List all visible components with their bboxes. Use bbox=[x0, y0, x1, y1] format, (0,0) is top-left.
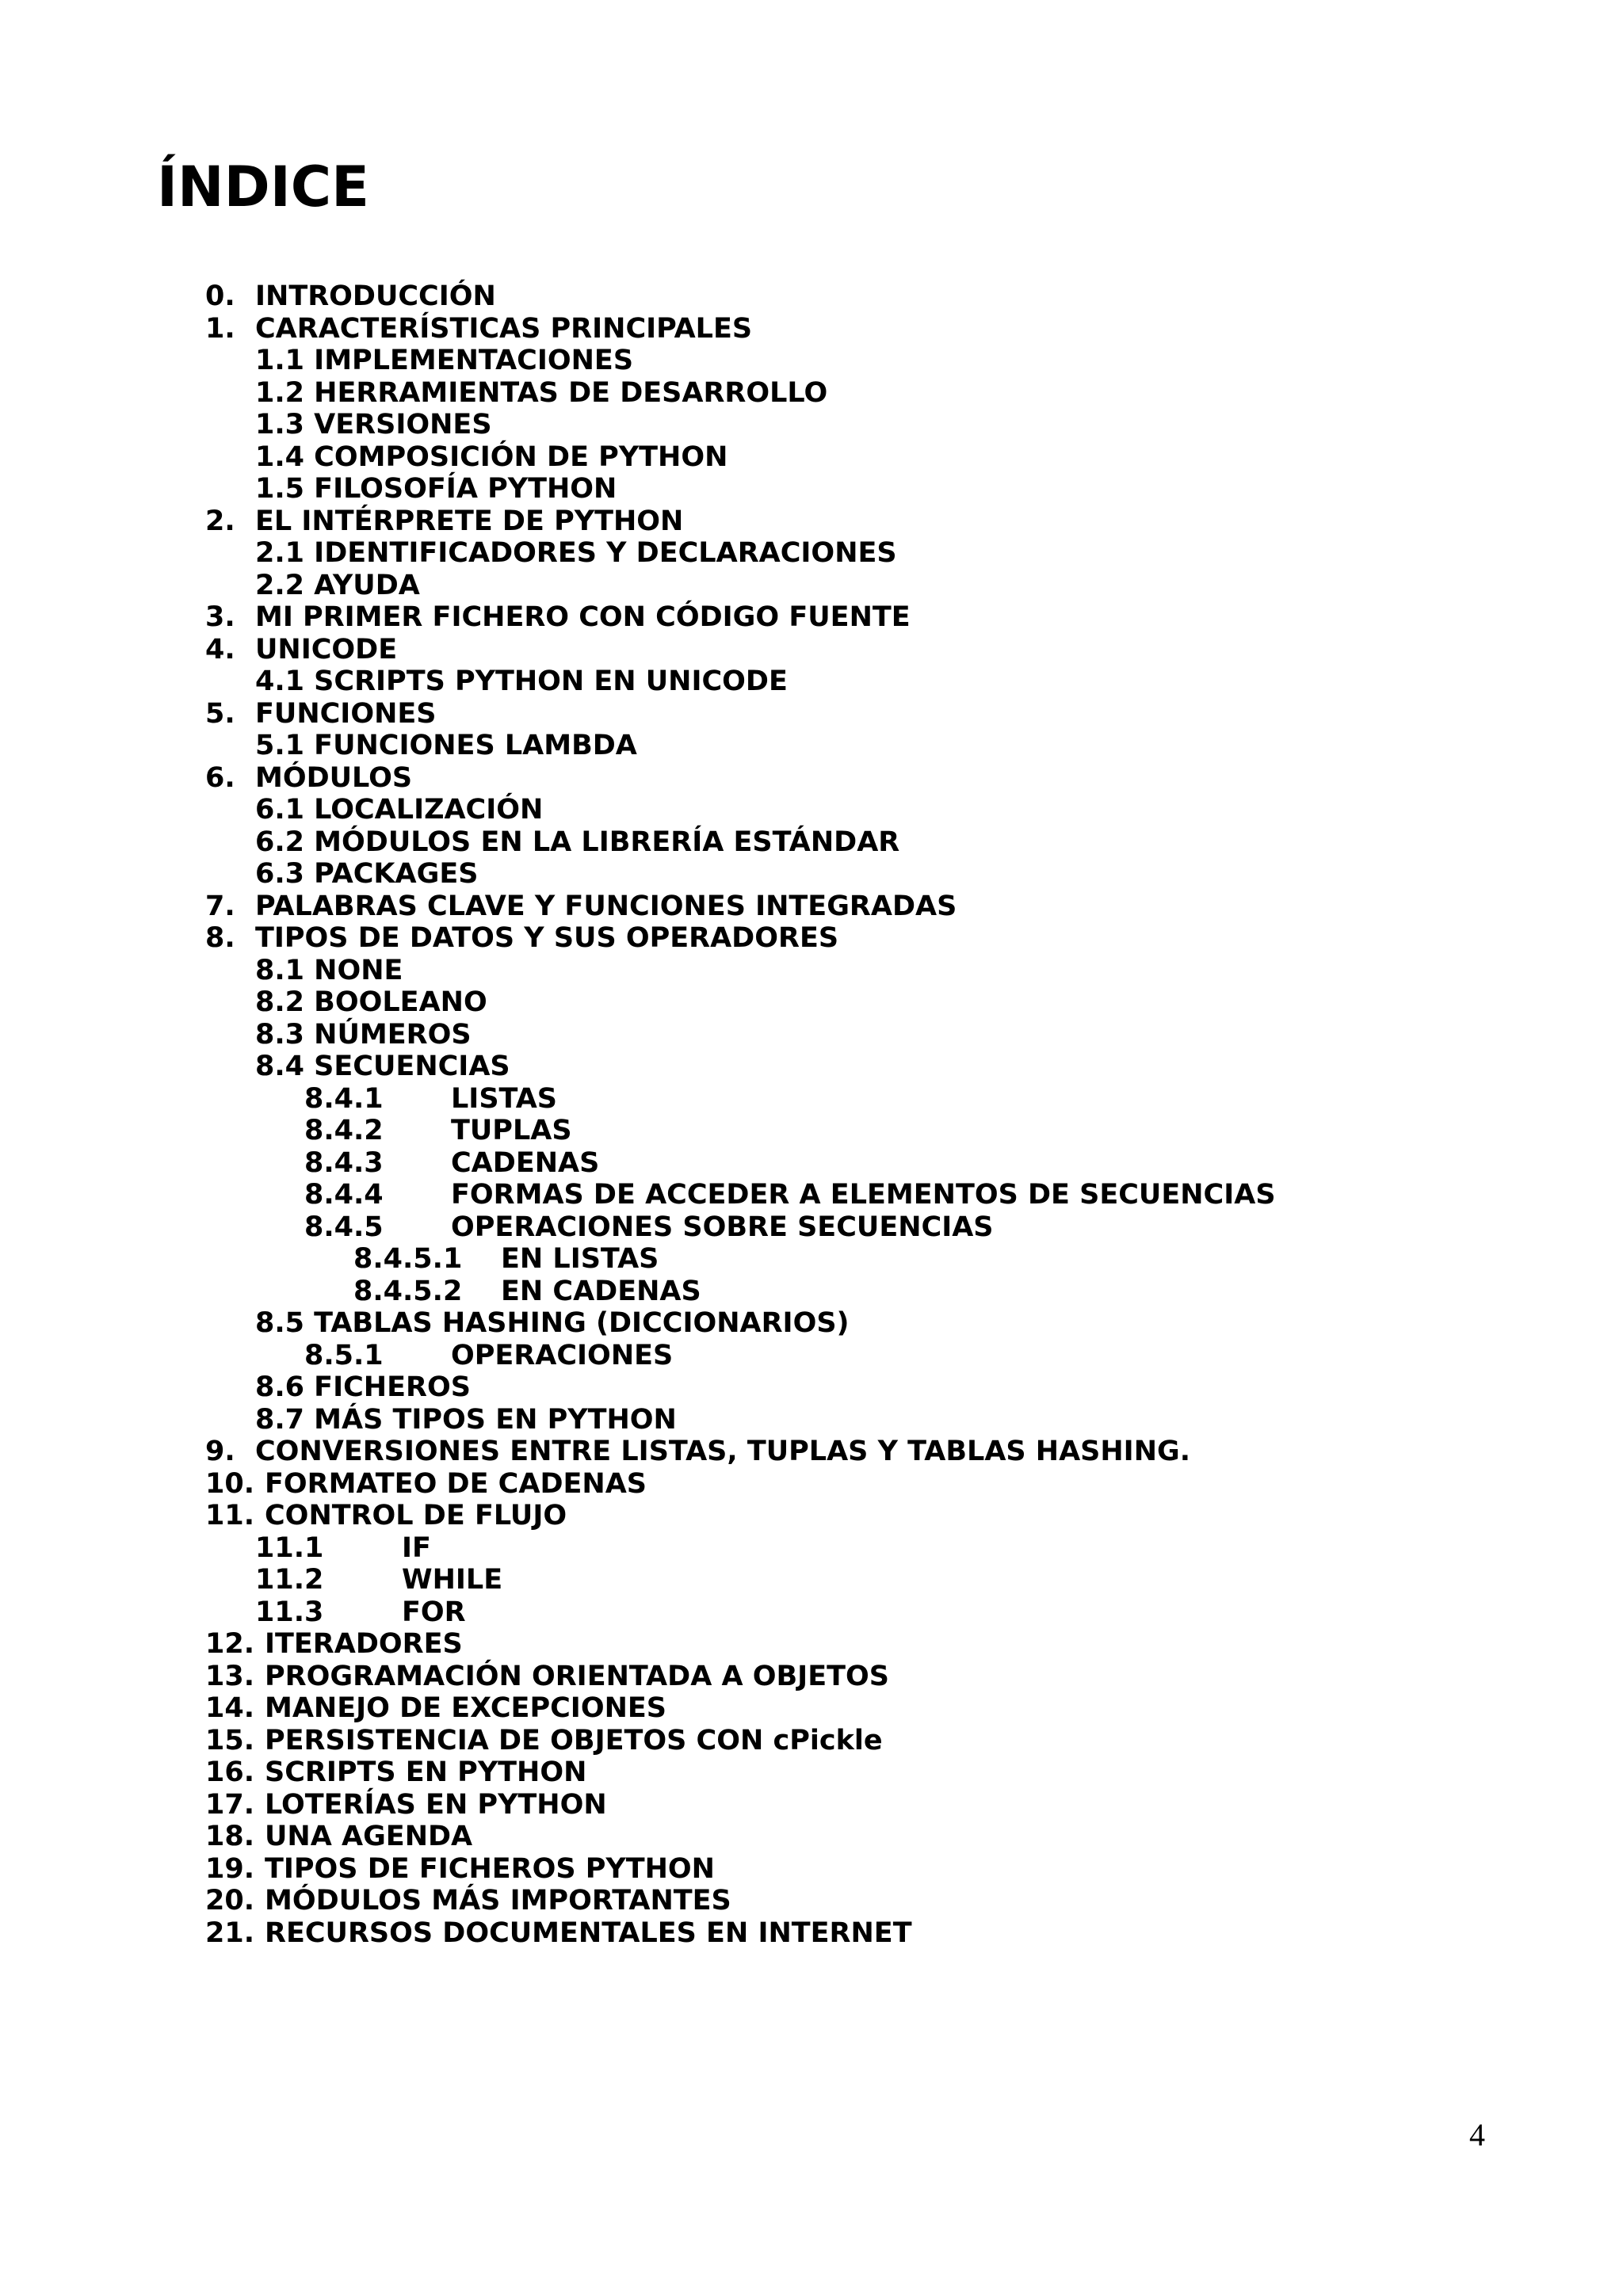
toc-entry-text: MÓDULOS bbox=[255, 761, 413, 794]
toc-entry-text: CADENAS bbox=[451, 1146, 600, 1179]
toc-entry bbox=[0, 1211, 1623, 1244]
toc-entry bbox=[0, 1500, 1623, 1532]
toc-entry-text: ITERADORES bbox=[265, 1628, 463, 1660]
toc-entry bbox=[0, 826, 1623, 859]
toc-entry-text: FORMATEO DE CADENAS bbox=[265, 1467, 647, 1500]
toc-entry-number: 11.2 bbox=[255, 1564, 324, 1596]
toc-entry-number: 11.3 bbox=[255, 1596, 324, 1628]
toc-entry-text: CARACTERÍSTICAS PRINCIPALES bbox=[255, 312, 753, 345]
toc-entry bbox=[0, 698, 1623, 730]
toc-entry-text: 6.1 LOCALIZACIÓN bbox=[255, 794, 544, 826]
toc-entry-number: 16. bbox=[205, 1756, 255, 1788]
toc-entry bbox=[0, 1532, 1623, 1565]
toc-entry bbox=[0, 570, 1623, 602]
toc-entry-number: 20. bbox=[205, 1885, 255, 1917]
toc-entry-text: FUNCIONES bbox=[255, 697, 437, 730]
toc-entry-number: 6. bbox=[205, 761, 235, 794]
toc-entry-text: 1.3 VERSIONES bbox=[255, 409, 492, 441]
toc-entry bbox=[0, 441, 1623, 474]
toc-entry-text: EN LISTAS bbox=[501, 1243, 659, 1275]
toc-entry bbox=[0, 1404, 1623, 1436]
toc-entry bbox=[0, 1468, 1623, 1501]
toc-entry bbox=[0, 505, 1623, 538]
toc-entry bbox=[0, 1628, 1623, 1661]
toc-entry-text: 6.2 MÓDULOS EN LA LIBRERÍA ESTÁNDAR bbox=[255, 826, 900, 858]
toc-entry bbox=[0, 1147, 1623, 1180]
toc-entry-text: LOTERÍAS EN PYTHON bbox=[265, 1788, 607, 1821]
toc-entry-text: 5.1 FUNCIONES LAMBDA bbox=[255, 730, 637, 761]
toc-entry-text: 1.1 IMPLEMENTACIONES bbox=[255, 345, 634, 376]
toc-entry-number: 9. bbox=[205, 1436, 235, 1467]
toc-entry-text: MANEJO DE EXCEPCIONES bbox=[265, 1692, 666, 1724]
toc-entry-text: TUPLAS bbox=[451, 1115, 572, 1146]
toc-entry bbox=[0, 762, 1623, 795]
toc-entry-text: OPERACIONES SOBRE SECUENCIAS bbox=[451, 1211, 994, 1243]
toc-entry bbox=[0, 1885, 1623, 1917]
toc-entry bbox=[0, 377, 1623, 410]
toc-entry bbox=[0, 794, 1623, 826]
toc-entry-text: FOR bbox=[402, 1596, 466, 1628]
toc-entry-text: 8.5 TABLAS HASHING (DICCIONARIOS) bbox=[255, 1307, 850, 1339]
toc-entry-number: 8.4.1 bbox=[304, 1082, 384, 1115]
toc-entry-number: 4. bbox=[205, 633, 235, 666]
toc-entry-text: INTRODUCCIÓN bbox=[255, 280, 496, 312]
toc-entry-number: 8.4.5.1 bbox=[353, 1243, 463, 1275]
toc-entry-number: 14. bbox=[205, 1692, 255, 1724]
page-number: 4 bbox=[1469, 2117, 1485, 2153]
toc-entry bbox=[0, 345, 1623, 377]
toc-entry-text: TIPOS DE FICHEROS PYTHON bbox=[265, 1852, 715, 1885]
toc-entry bbox=[0, 1340, 1623, 1372]
toc-entry-text: 8.7 MÁS TIPOS EN PYTHON bbox=[255, 1403, 677, 1436]
toc-entry bbox=[0, 313, 1623, 345]
toc-entry-text: 8.4 SECUENCIAS bbox=[255, 1051, 510, 1082]
toc-entry bbox=[0, 858, 1623, 891]
toc-entry-text: 1.2 HERRAMIENTAS DE DESARROLLO bbox=[255, 376, 828, 409]
toc-entry-text: PALABRAS CLAVE Y FUNCIONES INTEGRADAS bbox=[255, 890, 957, 922]
toc-entry bbox=[0, 891, 1623, 923]
toc-entry-number: 21. bbox=[205, 1917, 255, 1949]
toc-entry-text: MÓDULOS MÁS IMPORTANTES bbox=[265, 1885, 731, 1917]
toc-entry-text: 8.2 BOOLEANO bbox=[255, 986, 487, 1018]
toc-entry bbox=[0, 1371, 1623, 1404]
toc-entry-number: 5. bbox=[205, 697, 235, 730]
toc-entry bbox=[0, 1436, 1623, 1468]
toc-entry-number: 2. bbox=[205, 505, 235, 537]
toc-entry-text: EN CADENAS bbox=[501, 1275, 701, 1307]
toc-entry-number: 8. bbox=[205, 922, 235, 954]
toc-entry-number: 8.4.3 bbox=[304, 1146, 384, 1179]
toc-entry-text: WHILE bbox=[402, 1564, 503, 1596]
toc-entry-number: 3. bbox=[205, 601, 235, 633]
toc-entry bbox=[0, 537, 1623, 570]
toc-entry-number: 18. bbox=[205, 1821, 255, 1852]
toc-entry bbox=[0, 1596, 1623, 1629]
toc-entry bbox=[0, 409, 1623, 441]
toc-entry-text: FORMAS DE ACCEDER A ELEMENTOS DE SECUENCIAS bbox=[451, 1179, 1276, 1211]
toc-entry-text: 1.4 COMPOSICIÓN DE PYTHON bbox=[255, 441, 728, 473]
toc-entry bbox=[0, 666, 1623, 698]
toc-entry bbox=[0, 1307, 1623, 1340]
toc-entry-number: 12. bbox=[205, 1628, 255, 1660]
toc-entry-text: TIPOS DE DATOS Y SUS OPERADORES bbox=[255, 922, 839, 954]
toc-entry bbox=[0, 1564, 1623, 1596]
toc-entry-text: IF bbox=[402, 1531, 431, 1564]
toc-entry-text: OPERACIONES bbox=[451, 1339, 674, 1371]
toc-entry-text: 2.1 IDENTIFICADORES Y DECLARACIONES bbox=[255, 537, 897, 569]
toc-entry bbox=[0, 1083, 1623, 1116]
toc-entry bbox=[0, 1692, 1623, 1725]
toc-entry-number: 0. bbox=[205, 280, 235, 312]
toc-entry-number: 10. bbox=[205, 1467, 255, 1500]
toc-entry-text: CONTROL DE FLUJO bbox=[265, 1500, 567, 1531]
toc-entry bbox=[0, 1853, 1623, 1886]
toc-entry-number: 13. bbox=[205, 1660, 255, 1692]
toc-entry bbox=[0, 1661, 1623, 1693]
toc-entry-text: MI PRIMER FICHERO CON CÓDIGO FUENTE bbox=[255, 601, 911, 633]
toc-entry-number: 11.1 bbox=[255, 1531, 324, 1564]
toc-entry bbox=[0, 1821, 1623, 1853]
toc-entry bbox=[0, 1243, 1623, 1276]
toc-entry-number: 1. bbox=[205, 312, 235, 345]
toc-entry-text: 8.6 FICHEROS bbox=[255, 1371, 471, 1403]
toc-entry bbox=[0, 280, 1623, 313]
toc-entry bbox=[0, 922, 1623, 955]
toc-entry bbox=[0, 1917, 1623, 1950]
toc-entry bbox=[0, 601, 1623, 634]
toc-entry-text: 6.3 PACKAGES bbox=[255, 858, 479, 890]
toc-entry bbox=[0, 1725, 1623, 1757]
toc-entry-number: 8.4.5 bbox=[304, 1211, 384, 1243]
toc-entry bbox=[0, 634, 1623, 666]
toc-entry-text: SCRIPTS EN PYTHON bbox=[265, 1756, 587, 1788]
toc-entry bbox=[0, 986, 1623, 1019]
toc-entry-number: 8.4.5.2 bbox=[353, 1275, 463, 1307]
toc-entry bbox=[0, 1115, 1623, 1147]
toc-entry-number: 8.4.4 bbox=[304, 1179, 384, 1211]
toc-entry bbox=[0, 1789, 1623, 1821]
toc-entry bbox=[0, 473, 1623, 505]
toc-entry-number: 8.5.1 bbox=[304, 1339, 384, 1371]
toc-entry-text: PROGRAMACIÓN ORIENTADA A OBJETOS bbox=[265, 1660, 889, 1692]
toc-entry-text: UNICODE bbox=[255, 633, 398, 666]
toc-entry bbox=[0, 1051, 1623, 1083]
toc-entry-number: 11. bbox=[205, 1500, 255, 1531]
toc-entry-text: LISTAS bbox=[451, 1082, 557, 1115]
toc-entry-text: 8.1 NONE bbox=[255, 954, 403, 986]
page-title: ÍNDICE bbox=[157, 154, 369, 219]
toc-entry-text: RECURSOS DOCUMENTALES EN INTERNET bbox=[265, 1917, 912, 1949]
toc-entry bbox=[0, 1179, 1623, 1211]
toc-entry-text: 2.2 AYUDA bbox=[255, 569, 420, 601]
toc-entry bbox=[0, 1019, 1623, 1051]
toc-entry bbox=[0, 1756, 1623, 1789]
toc-entry-number: 19. bbox=[205, 1852, 255, 1885]
toc-entry-text: 1.5 FILOSOFÍA PYTHON bbox=[255, 473, 617, 505]
table-of-contents bbox=[0, 280, 1623, 1949]
toc-entry bbox=[0, 1276, 1623, 1308]
toc-entry bbox=[0, 955, 1623, 987]
toc-entry-text: CONVERSIONES ENTRE LISTAS, TUPLAS Y TABLAS HASHING. bbox=[255, 1436, 1191, 1467]
toc-entry-text: UNA AGENDA bbox=[265, 1821, 473, 1852]
toc-entry-text: PERSISTENCIA DE OBJETOS CON cPickle bbox=[265, 1724, 883, 1756]
toc-entry-number: 7. bbox=[205, 890, 235, 922]
toc-entry-number: 17. bbox=[205, 1788, 255, 1821]
toc-entry-text: 8.3 NÚMEROS bbox=[255, 1018, 472, 1051]
toc-entry-number: 15. bbox=[205, 1724, 255, 1756]
toc-entry-text: 4.1 SCRIPTS PYTHON EN UNICODE bbox=[255, 666, 788, 697]
toc-entry-number: 8.4.2 bbox=[304, 1115, 384, 1146]
toc-entry bbox=[0, 730, 1623, 762]
toc-entry-text: EL INTÉRPRETE DE PYTHON bbox=[255, 505, 684, 537]
